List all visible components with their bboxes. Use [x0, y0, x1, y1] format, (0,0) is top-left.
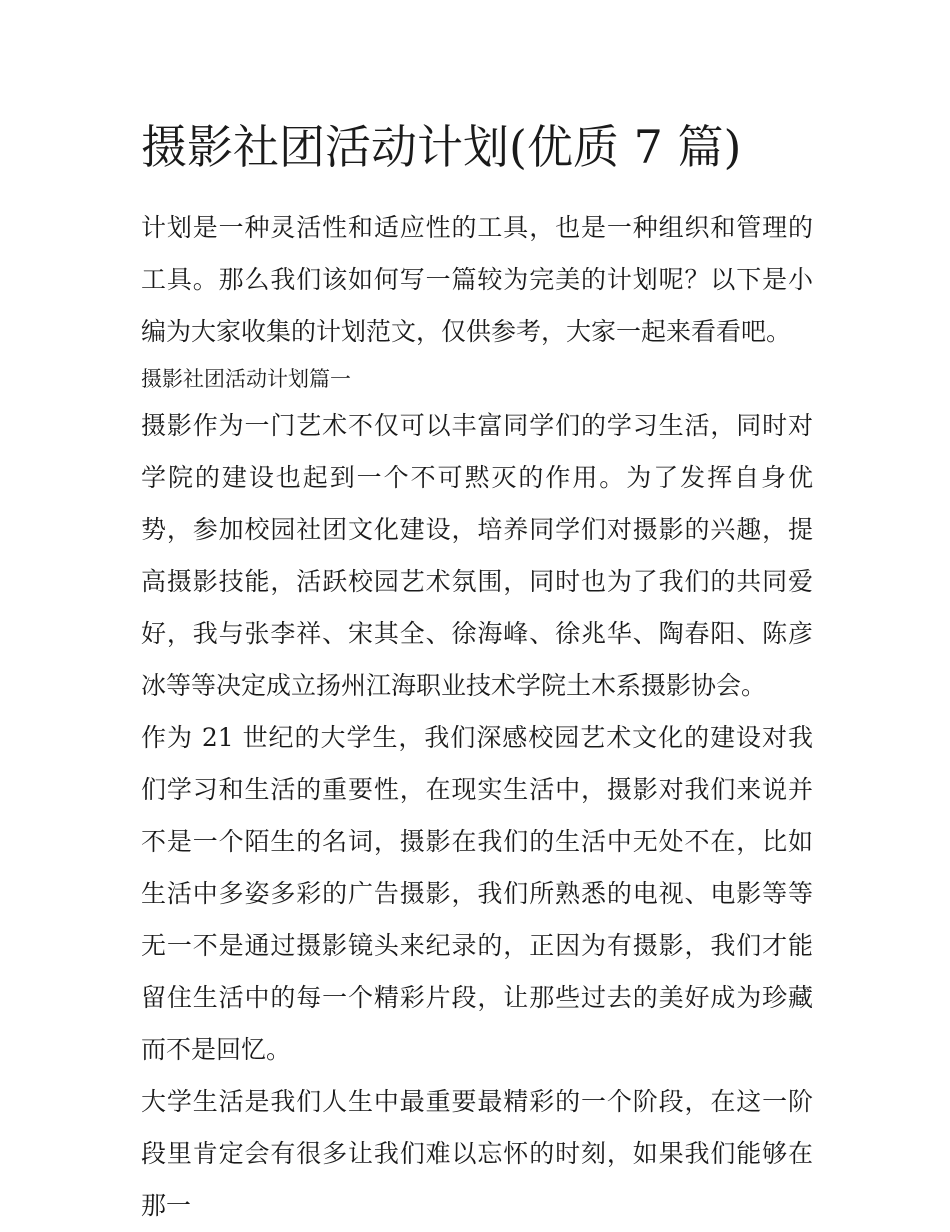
body-paragraph-1: 摄影作为一门艺术不仅可以丰富同学们的学习生活，同时对学院的建设也起到一个不可黙灭的作用。为了发挥自身优势，参加校园社团文化建设，培养同学们对摄影的兴趣，提高摄影技能，活跃校园艺术氛围，同时也为了我们的共同爱好，我与张李祥、宋其全、徐海峰、徐兆华、陶春阳、陈彦冰等等决定成立扬州江海职业技术学院土木系摄影协会。: [141, 411, 813, 700]
body-paragraph-3: 大学生活是我们人生中最重要最精彩的一个阶段，在这一阶段里肯定会有很多让我们难以忘怀的时刻，如果我们能够在那一: [141, 1087, 813, 1220]
document-body: [141, 112, 813, 1232]
body-paragraph-2: 作为 21 世纪的大学生，我们深感校园艺术文化的建设对我们学习和生活的重要性，在现实生活中，摄影对我们来说并不是一个陌生的名词，摄影在我们的生活中无处不在，比如生活中多姿多彩的广告摄影，我们所熟悉的电视、电影等等无一不是通过摄影镜头来纪录的，正因为有摄影，我们才能留住生活中的每一个精彩片段，让那些过去的美好成为珍藏而不是回忆。: [141, 723, 813, 1064]
document-title: 摄影社团活动计划(优质 7 篇): [141, 120, 742, 174]
intro-paragraph: 计划是一种灵活性和适应性的工具，也是一种组织和管理的工具。那么我们该如何写一篇较为完美的计划呢？以下是小编为大家收集的计划范文，仅供参考，大家一起来看看吧。: [141, 213, 813, 346]
section-heading: 摄影社团活动计划篇一: [141, 367, 351, 391]
